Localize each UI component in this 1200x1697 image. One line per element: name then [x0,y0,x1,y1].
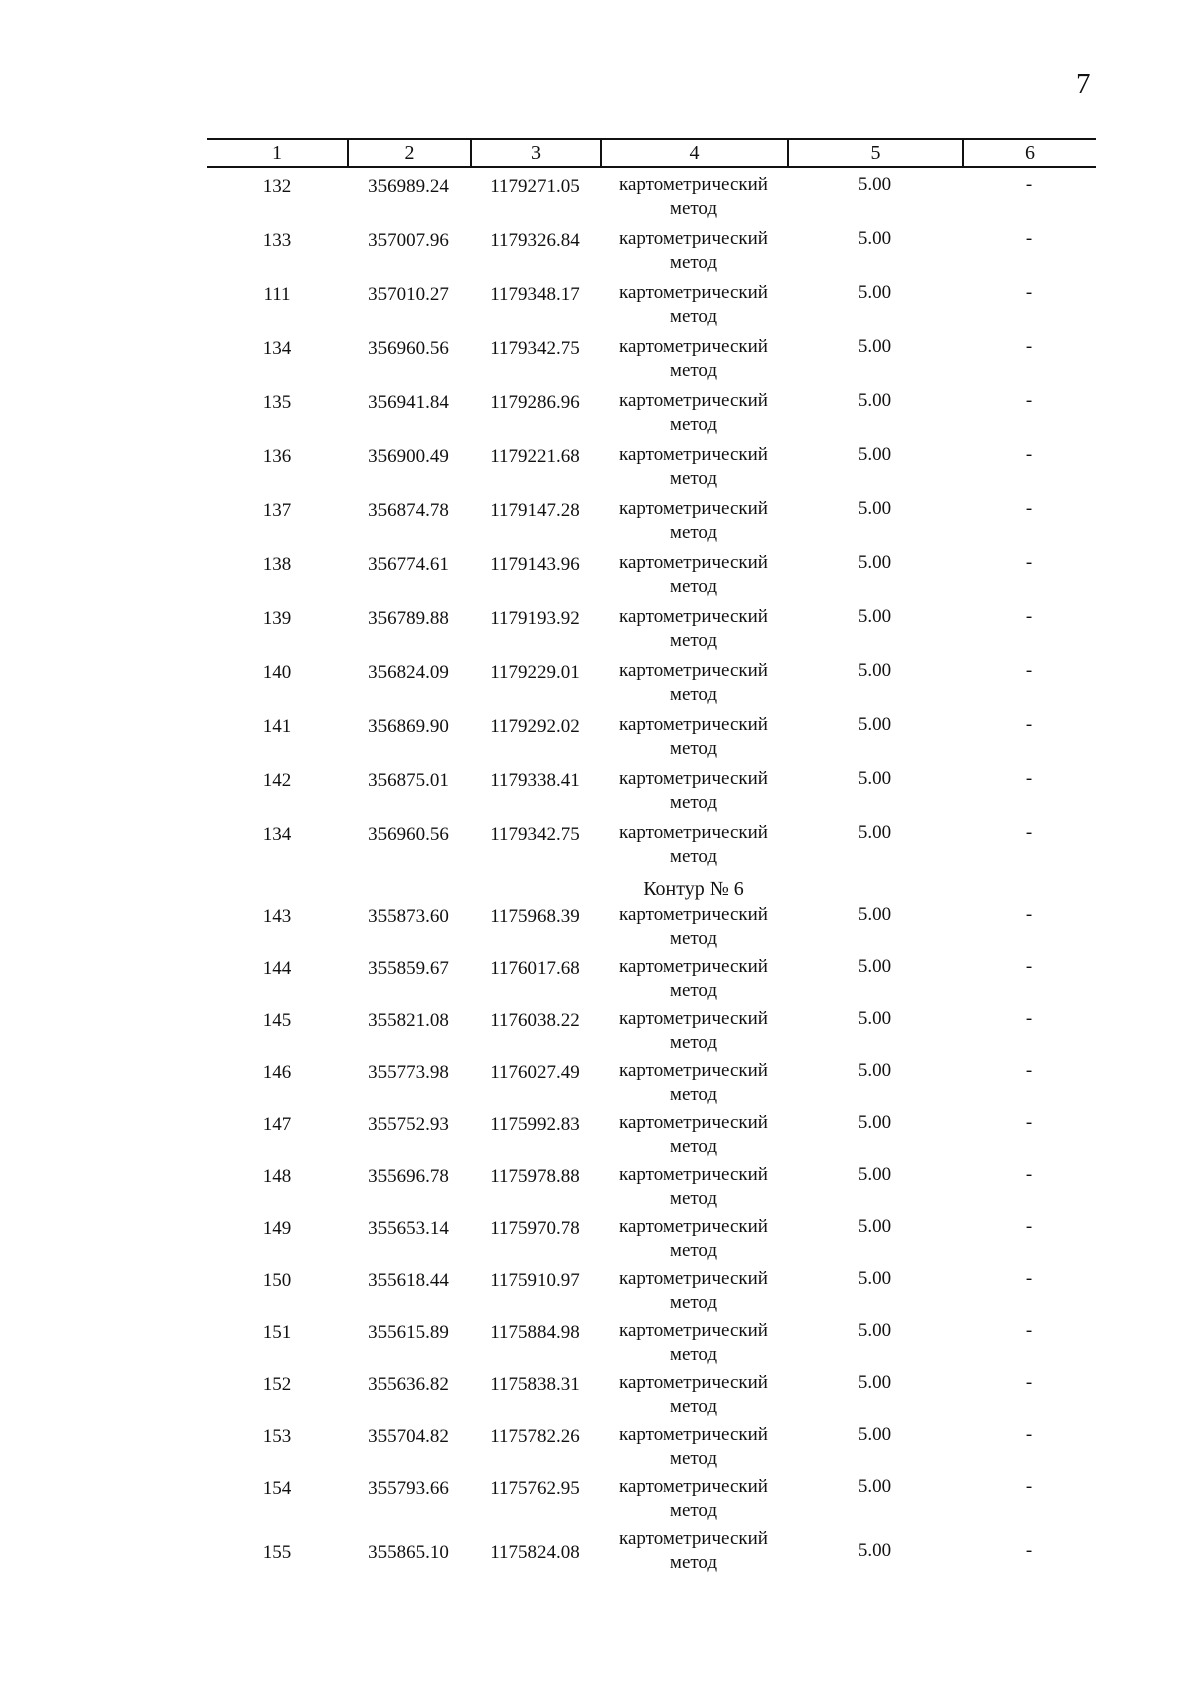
point-number-cell: 140 [262,662,292,683]
extra-cell: - [1025,1216,1033,1237]
method-cell [600,227,787,275]
y-coordinate-cell: 1179147.28 [490,500,580,521]
extra-cell: - [1025,444,1033,465]
point-number-cell: 152 [262,1374,292,1395]
table-row [207,662,1096,716]
method-line-2: метод [669,980,718,1001]
point-number-cell: 151 [262,1322,292,1343]
method-line-2: метод [669,846,718,867]
x-coordinate-cell: 355773.98 [368,1062,449,1083]
extra-cell: - [1025,822,1033,843]
table-row [207,1062,1096,1114]
table-row [207,1322,1096,1374]
method-line-1: картометрический [619,228,768,249]
accuracy-cell: 5.00 [857,1540,892,1561]
table-row [207,284,1096,338]
point-number-cell: 147 [262,1114,292,1135]
method-line-1: картометрический [619,904,768,925]
y-coordinate-cell: 1175824.08 [490,1542,580,1563]
y-coordinate-cell: 1179271.05 [490,176,580,197]
method-line-1: картометрический [619,1528,768,1549]
point-number-cell: 139 [262,608,292,629]
point-number-cell: 134 [262,338,292,359]
table-row [207,906,1096,958]
extra-cell: - [1025,1008,1033,1029]
method-line-1: картометрический [619,444,768,465]
extra-cell: - [1025,956,1033,977]
method-line-1: картометрический [619,1060,768,1081]
x-coordinate-cell: 355859.67 [368,958,449,979]
method-line-2: метод [669,360,718,381]
accuracy-cell: 5.00 [857,956,892,977]
method-line-1: картометрический [619,660,768,681]
y-coordinate-cell: 1175762.95 [490,1478,580,1499]
x-coordinate-cell: 355636.82 [368,1374,449,1395]
accuracy-cell: 5.00 [857,228,892,249]
accuracy-cell: 5.00 [857,1112,892,1133]
method-line-1: картометрический [619,1424,768,1445]
x-coordinate-cell: 356789.88 [368,608,449,629]
method-line-2: метод [669,738,718,759]
y-coordinate-cell: 1179342.75 [490,824,580,845]
point-number-cell: 154 [262,1478,292,1499]
y-coordinate-cell: 1176027.49 [490,1062,580,1083]
method-line-2: метод [669,1396,718,1417]
accuracy-cell: 5.00 [857,822,892,843]
point-number-cell: 136 [262,446,292,467]
point-number-cell: 148 [262,1166,292,1187]
table-row [207,392,1096,446]
accuracy-cell: 5.00 [857,282,892,303]
table-row [207,1010,1096,1062]
y-coordinate-cell: 1175978.88 [490,1166,580,1187]
extra-cell: - [1025,1424,1033,1445]
method-cell [600,821,787,869]
point-number-cell: 145 [262,1010,292,1031]
extra-cell: - [1025,714,1033,735]
y-coordinate-cell: 1175782.26 [490,1426,580,1447]
method-cell [600,713,787,761]
table-row [207,230,1096,284]
method-cell [600,1267,787,1315]
y-coordinate-cell: 1175884.98 [490,1322,580,1343]
accuracy-cell: 5.00 [857,390,892,411]
x-coordinate-cell: 355793.66 [368,1478,449,1499]
column-header-6: 6 [962,140,1096,166]
x-coordinate-cell: 356960.56 [368,824,449,845]
method-line-1: картометрический [619,1372,768,1393]
method-line-2: метод [669,198,718,219]
contour-title-text: Контур № 6 [643,878,744,900]
method-line-1: картометрический [619,1164,768,1185]
method-cell [600,389,787,437]
x-coordinate-cell: 355618.44 [368,1270,449,1291]
x-coordinate-cell: 356824.09 [368,662,449,683]
method-line-2: метод [669,252,718,273]
column-header-5: 5 [787,140,962,166]
table-row [207,446,1096,500]
method-line-2: метод [669,414,718,435]
method-line-1: картометрический [619,174,768,195]
accuracy-cell: 5.00 [857,1060,892,1081]
x-coordinate-cell: 356869.90 [368,716,449,737]
accuracy-cell: 5.00 [857,768,892,789]
accuracy-cell: 5.00 [857,1476,892,1497]
y-coordinate-cell: 1179143.96 [490,554,580,575]
table-body [207,168,1096,1590]
y-coordinate-cell: 1179221.68 [490,446,580,467]
coordinates-table [207,138,1096,1590]
method-line-2: метод [669,1032,718,1053]
x-coordinate-cell: 355615.89 [368,1322,449,1343]
accuracy-cell: 5.00 [857,660,892,681]
point-number-cell: 141 [262,716,292,737]
method-line-1: картометрический [619,552,768,573]
table-row [207,1478,1096,1530]
method-line-2: метод [669,1500,718,1521]
point-number-cell: 146 [262,1062,292,1083]
y-coordinate-cell: 1179292.02 [490,716,580,737]
method-cell [600,1319,787,1367]
extra-cell: - [1025,1372,1033,1393]
method-line-1: картометрический [619,1476,768,1497]
x-coordinate-cell: 357010.27 [368,284,449,305]
extra-cell: - [1025,1476,1033,1497]
accuracy-cell: 5.00 [857,606,892,627]
extra-cell: - [1025,174,1033,195]
column-header-2: 2 [347,140,470,166]
extra-cell: - [1025,282,1033,303]
method-line-1: картометрический [619,714,768,735]
method-cell [600,1527,787,1575]
method-cell [600,281,787,329]
x-coordinate-cell: 356774.61 [368,554,449,575]
table-row [207,1114,1096,1166]
extra-cell: - [1025,552,1033,573]
x-coordinate-cell: 356989.24 [368,176,449,197]
table-row [207,1530,1096,1590]
x-coordinate-cell: 357007.96 [368,230,449,251]
extra-cell: - [1025,1112,1033,1133]
method-line-1: картометрический [619,498,768,519]
method-line-2: метод [669,306,718,327]
x-coordinate-cell: 355653.14 [368,1218,449,1239]
method-line-2: метод [669,792,718,813]
column-header-1: 1 [272,142,282,164]
x-coordinate-cell: 355752.93 [368,1114,449,1135]
y-coordinate-cell: 1179326.84 [490,230,580,251]
extra-cell: - [1025,228,1033,249]
accuracy-cell: 5.00 [857,1424,892,1445]
method-line-2: метод [669,1188,718,1209]
table-row [207,338,1096,392]
x-coordinate-cell: 356875.01 [368,770,449,791]
method-line-2: метод [669,1552,718,1573]
method-cell [600,1423,787,1471]
accuracy-cell: 5.00 [857,1320,892,1341]
point-number-cell: 137 [262,500,292,521]
method-line-1: картометрический [619,1268,768,1289]
table-row [207,824,1096,878]
y-coordinate-cell: 1175992.83 [490,1114,580,1135]
method-line-2: метод [669,1448,718,1469]
method-line-1: картометрический [619,1320,768,1341]
method-cell [600,1215,787,1263]
method-line-1: картометрический [619,822,768,843]
method-line-1: картометрический [619,768,768,789]
x-coordinate-cell: 355873.60 [368,906,449,927]
method-line-2: метод [669,684,718,705]
table-row [207,1166,1096,1218]
accuracy-cell: 5.00 [857,498,892,519]
point-number-cell: 149 [262,1218,292,1239]
accuracy-cell: 5.00 [857,552,892,573]
x-coordinate-cell: 355696.78 [368,1166,449,1187]
method-cell [600,335,787,383]
table-row [207,176,1096,230]
method-cell [600,1163,787,1211]
accuracy-cell: 5.00 [857,714,892,735]
method-cell [600,955,787,1003]
method-line-2: метод [669,928,718,949]
table-row [207,958,1096,1010]
method-cell [600,1371,787,1419]
method-line-1: картометрический [619,282,768,303]
extra-cell: - [1025,390,1033,411]
extra-cell: - [1025,904,1033,925]
y-coordinate-cell: 1175838.31 [490,1374,580,1395]
accuracy-cell: 5.00 [857,904,892,925]
point-number-cell: 144 [262,958,292,979]
method-cell [600,1059,787,1107]
extra-cell: - [1025,336,1033,357]
accuracy-cell: 5.00 [857,336,892,357]
point-number-cell: 135 [262,392,292,413]
extra-cell: - [1025,768,1033,789]
accuracy-cell: 5.00 [857,1216,892,1237]
y-coordinate-cell: 1179286.96 [490,392,580,413]
method-cell [600,1111,787,1159]
table-row [207,1374,1096,1426]
point-number-cell: 143 [262,906,292,927]
method-line-2: метод [669,630,718,651]
method-line-1: картометрический [619,1216,768,1237]
point-number-cell: 111 [263,284,291,305]
contour-title [207,878,1096,906]
table-row [207,1218,1096,1270]
point-number-cell: 138 [262,554,292,575]
method-line-1: картометрический [619,606,768,627]
x-coordinate-cell: 356960.56 [368,338,449,359]
y-coordinate-cell: 1179342.75 [490,338,580,359]
method-cell [600,767,787,815]
accuracy-cell: 5.00 [857,1008,892,1029]
table-row [207,554,1096,608]
x-coordinate-cell: 356874.78 [368,500,449,521]
table-row [207,716,1096,770]
method-line-1: картометрический [619,1008,768,1029]
column-header-4: 4 [600,140,787,166]
extra-cell: - [1025,1060,1033,1081]
method-cell [600,659,787,707]
point-number-cell: 134 [262,824,292,845]
x-coordinate-cell: 355865.10 [368,1542,449,1563]
method-line-1: картометрический [619,956,768,977]
method-line-2: метод [669,1344,718,1365]
point-number-cell: 150 [262,1270,292,1291]
x-coordinate-cell: 356941.84 [368,392,449,413]
y-coordinate-cell: 1176038.22 [490,1010,580,1031]
extra-cell: - [1025,606,1033,627]
method-cell [600,1475,787,1523]
table-row [207,608,1096,662]
method-cell [600,1007,787,1055]
accuracy-cell: 5.00 [857,174,892,195]
table-row [207,500,1096,554]
method-cell [600,443,787,491]
method-line-2: метод [669,576,718,597]
method-line-1: картометрический [619,1112,768,1133]
point-number-cell: 153 [262,1426,292,1447]
x-coordinate-cell: 355704.82 [368,1426,449,1447]
accuracy-cell: 5.00 [857,1164,892,1185]
extra-cell: - [1025,1320,1033,1341]
y-coordinate-cell: 1176017.68 [490,958,580,979]
column-header-3: 3 [470,140,600,166]
method-cell [600,173,787,221]
extra-cell: - [1025,660,1033,681]
y-coordinate-cell: 1179229.01 [490,662,580,683]
method-cell [600,903,787,951]
extra-cell: - [1025,1268,1033,1289]
point-number-cell: 142 [262,770,292,791]
extra-cell: - [1025,498,1033,519]
y-coordinate-cell: 1179348.17 [490,284,580,305]
method-line-2: метод [669,522,718,543]
extra-cell: - [1025,1164,1033,1185]
table-row [207,1270,1096,1322]
method-line-2: метод [669,468,718,489]
method-line-2: метод [669,1084,718,1105]
point-number-cell: 133 [262,230,292,251]
x-coordinate-cell: 356900.49 [368,446,449,467]
y-coordinate-cell: 1175910.97 [490,1270,580,1291]
table-row [207,770,1096,824]
method-cell [600,551,787,599]
method-line-2: метод [669,1292,718,1313]
page-number: 7 [1076,68,1091,100]
y-coordinate-cell: 1175970.78 [490,1218,580,1239]
y-coordinate-cell: 1175968.39 [490,906,580,927]
method-line-2: метод [669,1136,718,1157]
method-line-1: картометрический [619,390,768,411]
method-cell [600,497,787,545]
method-line-1: картометрический [619,336,768,357]
extra-cell: - [1025,1540,1033,1561]
table-header-row [207,138,1096,168]
accuracy-cell: 5.00 [857,1268,892,1289]
y-coordinate-cell: 1179193.92 [490,608,580,629]
table-row [207,1426,1096,1478]
method-cell [600,605,787,653]
accuracy-cell: 5.00 [857,444,892,465]
y-coordinate-cell: 1179338.41 [490,770,580,791]
accuracy-cell: 5.00 [857,1372,892,1393]
point-number-cell: 155 [262,1542,292,1563]
method-line-2: метод [669,1240,718,1261]
point-number-cell: 132 [262,176,292,197]
x-coordinate-cell: 355821.08 [368,1010,449,1031]
